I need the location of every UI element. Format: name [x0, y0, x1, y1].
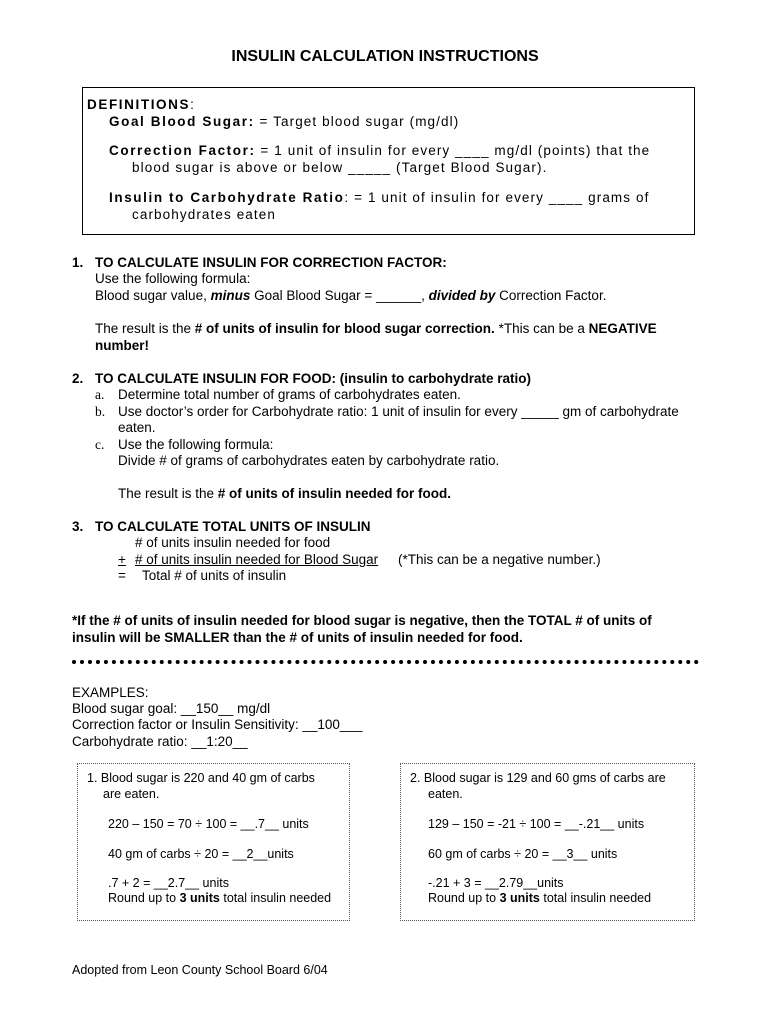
definition-insulin-carb-ratio: Insulin to Carbohydrate Ratio: = 1 unit of insulin for every ____ grams of [109, 190, 650, 205]
section3-equals-sign: = [118, 568, 126, 583]
section3-number: 3. [72, 519, 84, 534]
note-line2: insulin will be SMALLER than the # of units of insulin needed for food. [72, 630, 523, 645]
example-2-calc3: -.21 + 3 = __2.79__units [428, 876, 564, 890]
section2-result: The result is the # of units of insulin needed for food. [118, 486, 452, 501]
section2-b-text-cont: eaten. [118, 420, 156, 435]
section2-number: 2. [72, 371, 84, 386]
definition-correction-factor-cont: blood sugar is above or below _____ (Target Blood Sugar). [132, 160, 548, 175]
definition-goal-blood-sugar: Goal Blood Sugar: = Target blood sugar (mg/dl) [109, 114, 460, 129]
section1-result: The result is the # of units of insulin for blood sugar correction. *This can be a NEGATIVE [95, 321, 657, 336]
page-title: INSULIN CALCULATION INSTRUCTIONS [231, 48, 539, 65]
example-1-intro-cont: are eaten. [103, 787, 160, 801]
section3-plus-sign: + [118, 552, 126, 567]
note-line1: *If the # of units of insulin needed for blood sugar is negative, then the TOTAL # of units of [72, 613, 652, 628]
example-1-intro: 1. Blood sugar is 220 and 40 gm of carbs [87, 771, 315, 785]
example-1-round: Round up to 3 units total insulin needed [108, 891, 332, 905]
section2-heading: TO CALCULATE INSULIN FOR FOOD: (insulin to carbohydrate ratio) [95, 371, 532, 386]
example-2-box [400, 763, 695, 921]
section3-heading: TO CALCULATE TOTAL UNITS OF INSULIN [95, 519, 371, 534]
section3-line1: # of units insulin needed for food [135, 535, 331, 550]
example-2-intro-cont: eaten. [428, 787, 463, 801]
examples-goal: Blood sugar goal: __150__ mg/dl [72, 701, 271, 716]
example-2-round: Round up to 3 units total insulin needed [428, 891, 652, 905]
section1-line1: Use the following formula: [95, 271, 251, 286]
example-1-calc1: 220 – 150 = 70 ÷ 100 = __.7__ units [108, 817, 309, 831]
example-2-calc1: 129 – 150 = -21 ÷ 100 = __-.21__ units [428, 817, 645, 831]
section3-note: (*This can be a negative number.) [398, 552, 601, 567]
definitions-box [82, 87, 695, 235]
section2-a-marker: a. [95, 387, 105, 402]
definition-correction-factor: Correction Factor: = 1 unit of insulin for every ____ mg/dl (points) that the [109, 143, 651, 158]
section2-a-text: Determine total number of grams of carbohydrates eaten. [118, 387, 461, 402]
section2-c-text: Use the following formula: [118, 437, 274, 452]
section1-heading: TO CALCULATE INSULIN FOR CORRECTION FACTOR: [95, 255, 447, 270]
example-1-calc2: 40 gm of carbs ÷ 20 = __2__units [108, 847, 294, 861]
section3-line3: Total # of units of insulin [142, 568, 287, 583]
examples-carb-ratio: Carbohydrate ratio: __1:20__ [72, 734, 248, 749]
example-1-box [77, 763, 350, 921]
section2-c-marker: c. [95, 437, 105, 452]
section1-number: 1. [72, 255, 84, 270]
section3-line2: # of units insulin needed for Blood Sugar [135, 552, 379, 567]
dotted-divider [72, 660, 699, 664]
definition-insulin-carb-ratio-cont: carbohydrates eaten [132, 207, 276, 222]
example-2-calc2: 60 gm of carbs ÷ 20 = __3__ units [428, 847, 618, 861]
footer-credit: Adopted from Leon County School Board 6/04 [72, 963, 328, 977]
example-2-intro: 2. Blood sugar is 129 and 60 gms of carbs are [410, 771, 666, 785]
section2-c-formula: Divide # of grams of carbohydrates eaten by carbohydrate ratio. [118, 453, 500, 468]
section2-b-marker: b. [95, 404, 106, 419]
examples-correction-factor: Correction factor or Insulin Sensitivity: __100___ [72, 717, 363, 732]
definitions-heading: DEFINITIONS: [87, 97, 195, 112]
examples-label: EXAMPLES: [72, 685, 149, 700]
example-1-calc3: .7 + 2 = __2.7__ units [108, 876, 229, 890]
section1-result-cont: number! [95, 338, 149, 353]
section2-b-text: Use doctor’s order for Carbohydrate ratio: 1 unit of insulin for every _____ gm of carbohydrate [118, 404, 679, 419]
section1-formula: Blood sugar value, minus Goal Blood Sugar = ______, divided by Correction Factor. [95, 288, 607, 303]
